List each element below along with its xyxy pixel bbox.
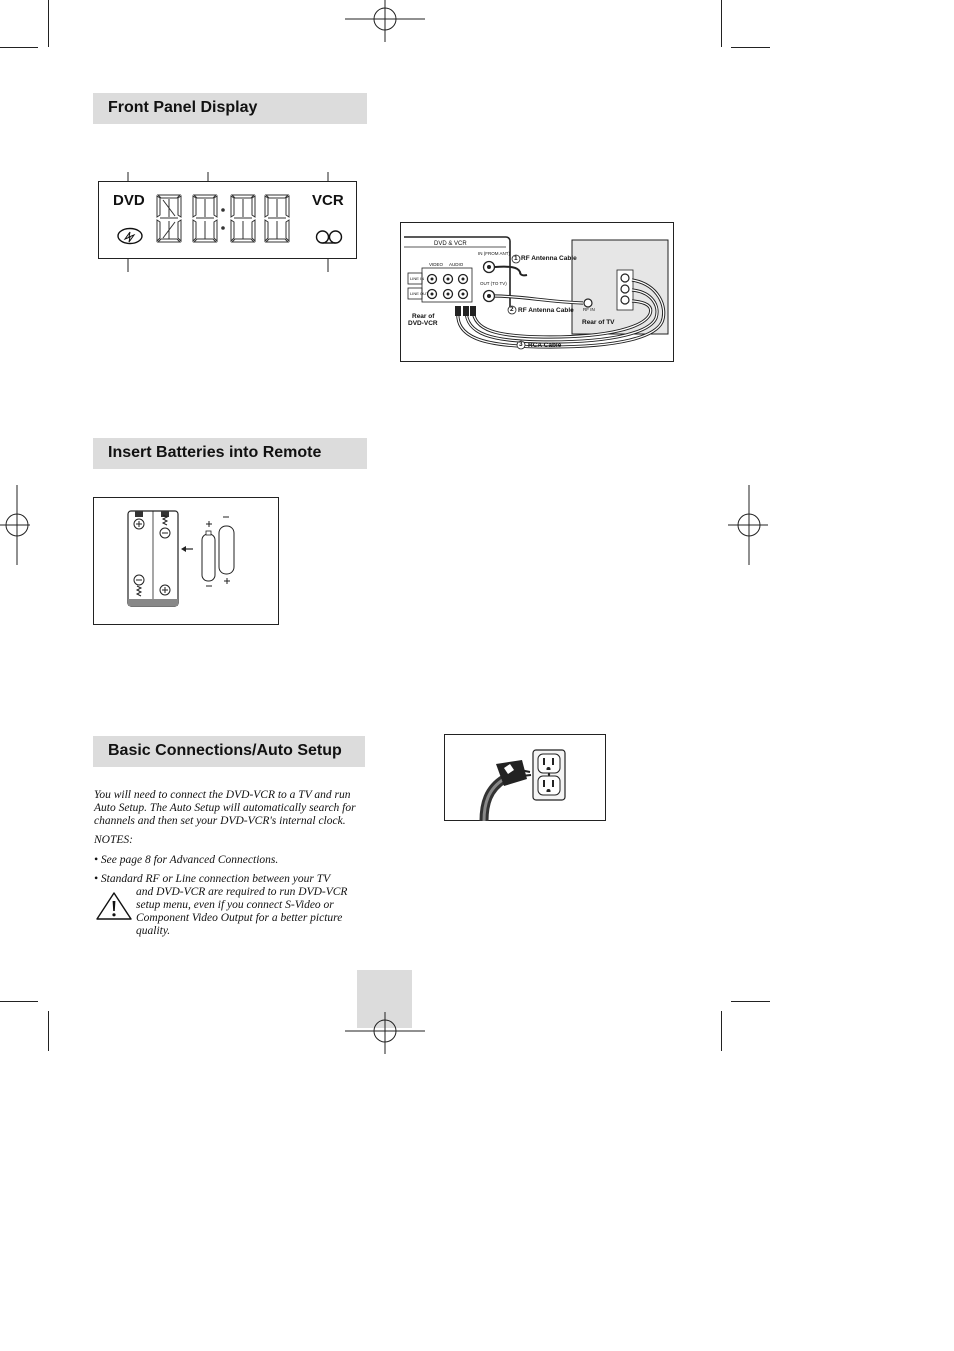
battery-compartment-drawing xyxy=(93,497,279,625)
diagram-video-label: VIDEO xyxy=(429,262,444,267)
section-header-front-panel: Front Panel Display xyxy=(93,93,367,124)
section-header-connections: Basic Connections/Auto Setup xyxy=(93,736,365,767)
note-2-line1: • Standard RF or Line connection between your TV xyxy=(94,873,331,885)
diagram-in-from-ant-label: IN (FROM ANT) xyxy=(478,251,510,256)
connections-intro-text: You will need to connect the DVD-VCR to a TV and run Auto Setup. The Auto Setup will automatically search for channels and then set your DVD-VCR's internal clock. xyxy=(94,789,356,827)
diagram-rf-cable-1-label: RF Antenna Cable xyxy=(521,255,577,262)
vcr-indicator-label: VCR xyxy=(312,192,344,209)
note-1-text: • See page 8 for Advanced Connections. xyxy=(94,854,279,866)
diagram-rf-cable-2-label: RF Antenna Cable xyxy=(518,307,574,314)
diagram-rear-dvd-vcr-line2: DVD-VCR xyxy=(408,320,438,327)
registration-mark-bottom xyxy=(345,1012,425,1054)
disc-icon xyxy=(116,227,144,245)
diagram-line-in-label: LINE IN xyxy=(410,276,425,281)
section-header-batteries: Insert Batteries into Remote xyxy=(93,438,367,469)
diagram-num-2: 2 xyxy=(510,306,514,313)
registration-mark-top xyxy=(345,0,425,42)
diagram-num-1: 1 xyxy=(514,255,518,262)
dvd-indicator-label: DVD xyxy=(113,192,145,209)
cassette-tape-icon xyxy=(315,229,343,245)
segment-digits-display xyxy=(154,192,294,246)
diagram-rear-tv-label: Rear of TV xyxy=(582,319,615,326)
diagram-out-to-tv-label: OUT (TO TV) xyxy=(480,281,507,286)
diagram-line-out-label: LINE OUT xyxy=(410,291,429,296)
diagram-num-3: 3 xyxy=(519,341,523,348)
registration-mark-left xyxy=(0,485,30,565)
note-2-rest: and DVD-VCR are required to run DVD-VCR setup menu, even if you connect S-Video or Component Video Output for a better picture quality. xyxy=(136,886,348,937)
diagram-rf-in-label: RF IN xyxy=(583,307,595,312)
diagram-audio-label: AUDIO xyxy=(449,262,464,267)
power-plug-drawing xyxy=(444,734,606,821)
diagram-rca-cable-label: RCA Cable xyxy=(528,342,562,349)
diagram-rear-dvd-vcr-line1: Rear of xyxy=(412,313,435,320)
warning-icon xyxy=(95,891,133,921)
registration-mark-right xyxy=(728,485,768,565)
notes-label: NOTES: xyxy=(94,834,133,846)
diagram-device-label: DVD & VCR xyxy=(434,241,467,247)
